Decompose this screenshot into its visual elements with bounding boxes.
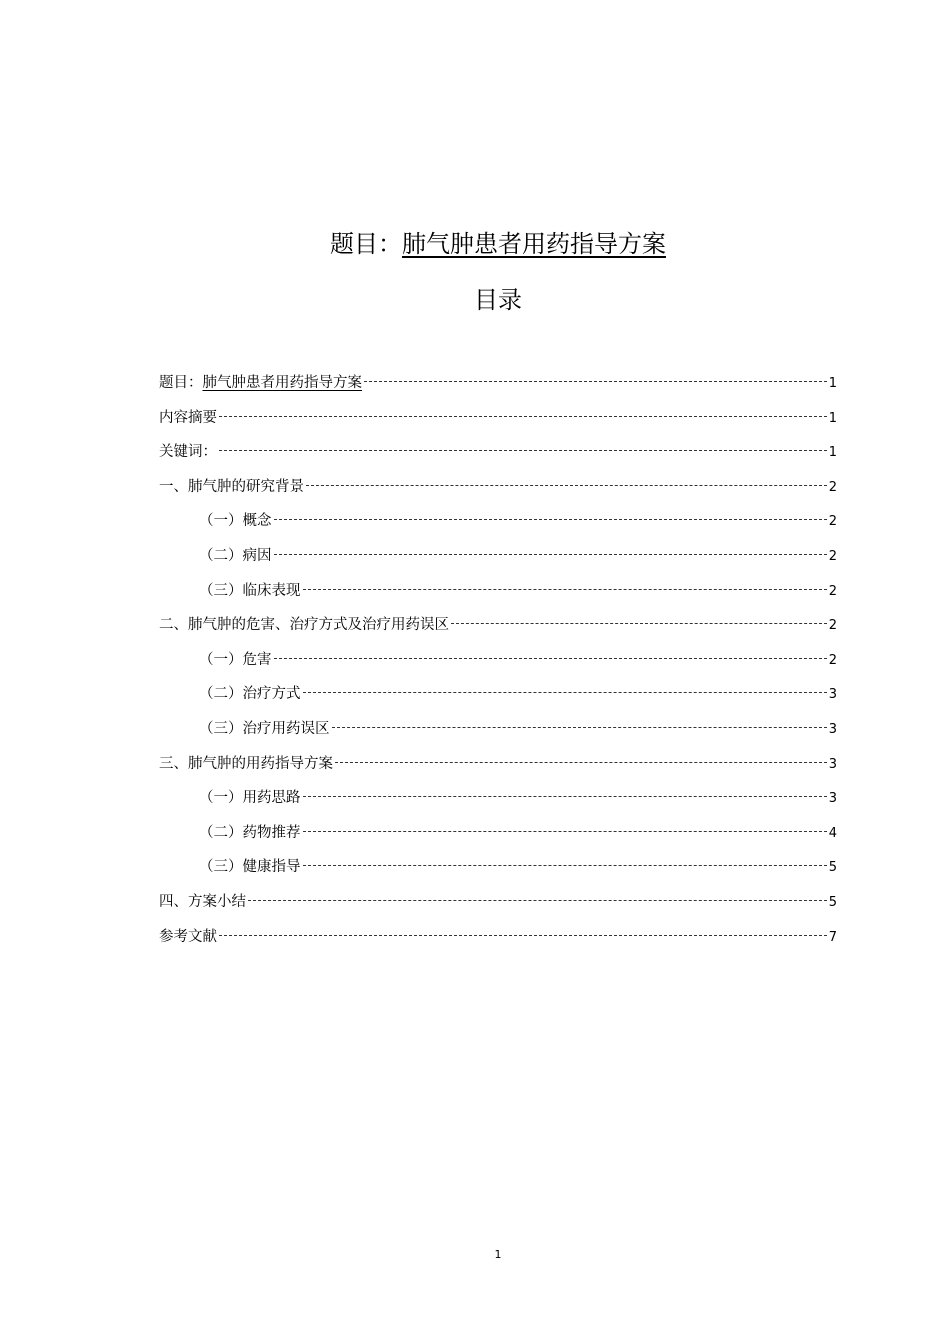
page-number: 1 [494,1248,502,1261]
toc-entry-page: 1 [828,376,837,391]
toc-entry-page: 3 [828,721,837,737]
toc-entry-page: 3 [828,791,837,807]
toc-entry[interactable] [159,854,837,889]
toc-entry[interactable] [159,924,837,959]
table-of-contents [159,370,837,958]
toc-entry[interactable] [159,405,837,440]
toc-entry-label: （三）临床表现 [199,582,301,599]
toc-entry[interactable] [159,751,837,786]
toc-entry[interactable] [159,439,837,474]
document-title-text: 肺气肿患者用药指导方案 [402,230,666,258]
toc-entry-page: 2 [828,652,837,668]
toc-entry-page: 1 [828,410,837,426]
toc-entry-page: 3 [828,756,837,772]
document-title-prefix: 题目： [330,230,402,258]
toc-entry-page: 2 [828,514,837,530]
toc-entry-label: 二、肺气肿的危害、治疗方式及治疗用药误区 [159,617,449,634]
toc-entry-label: 四、方案小结 [159,893,246,910]
toc-entry[interactable] [159,578,837,613]
toc-entry-page: 7 [828,929,837,945]
toc-entry-page: 2 [828,618,837,634]
toc-entry-label: （二）病因 [199,547,272,564]
toc-entry-label: 一、肺气肿的研究背景 [159,478,304,495]
toc-leader [219,450,827,451]
toc-entry[interactable] [159,647,837,682]
toc-leader [364,381,827,382]
toc-entry[interactable] [159,543,837,578]
toc-leader [219,935,827,936]
toc-leader [219,416,827,417]
toc-entry-page: 3 [828,687,837,703]
toc-entry[interactable] [159,474,837,509]
toc-entry[interactable] [159,612,837,647]
toc-entry-page: 4 [828,825,837,841]
toc-entry-page: 2 [828,548,837,564]
toc-leader [274,554,827,555]
toc-leader [303,589,827,590]
document-title [0,226,950,262]
toc-leader [306,485,827,486]
toc-entry-label: 参考文献 [159,928,217,945]
toc-entry[interactable] [159,785,837,820]
toc-leader [248,900,827,901]
toc-entry[interactable] [159,889,837,924]
toc-entry[interactable] [159,820,837,855]
toc-entry[interactable] [159,370,837,405]
toc-leader [451,623,827,624]
toc-entry-label: （二）药物推荐 [199,824,301,841]
toc-entry-page: 5 [828,894,837,910]
toc-entry-label: （三）治疗用药误区 [199,720,330,737]
toc-entry-label: 肺气肿患者用药指导方案 [202,375,362,391]
toc-entry-page: 2 [828,583,837,599]
toc-leader [303,865,827,866]
toc-leader [274,658,827,659]
toc-entry-label: （一）危害 [199,651,272,668]
toc-entry[interactable] [159,508,837,543]
toc-leader [303,796,827,797]
toc-entry-label: （一）概念 [199,513,272,530]
toc-entry-label: 关键词： [159,444,217,461]
toc-entry-label: （三）健康指导 [199,859,301,876]
toc-entry-prefix: 题目： [159,375,203,391]
toc-leader [303,692,827,693]
toc-entry-label: （一）用药思路 [199,790,301,807]
toc-heading: 目录 [474,286,522,314]
toc-entry-page: 1 [828,445,837,461]
toc-leader [335,762,827,763]
toc-entry-page: 5 [828,860,837,876]
toc-entry-label: （二）治疗方式 [199,686,301,703]
toc-leader [274,519,827,520]
toc-entry-label: 内容摘要 [159,409,217,426]
toc-leader [303,831,827,832]
toc-entry[interactable] [159,716,837,751]
toc-entry-label: 三、肺气肿的用药指导方案 [159,755,333,772]
toc-entry-page: 2 [828,479,837,495]
toc-leader [332,727,827,728]
toc-entry[interactable] [159,681,837,716]
